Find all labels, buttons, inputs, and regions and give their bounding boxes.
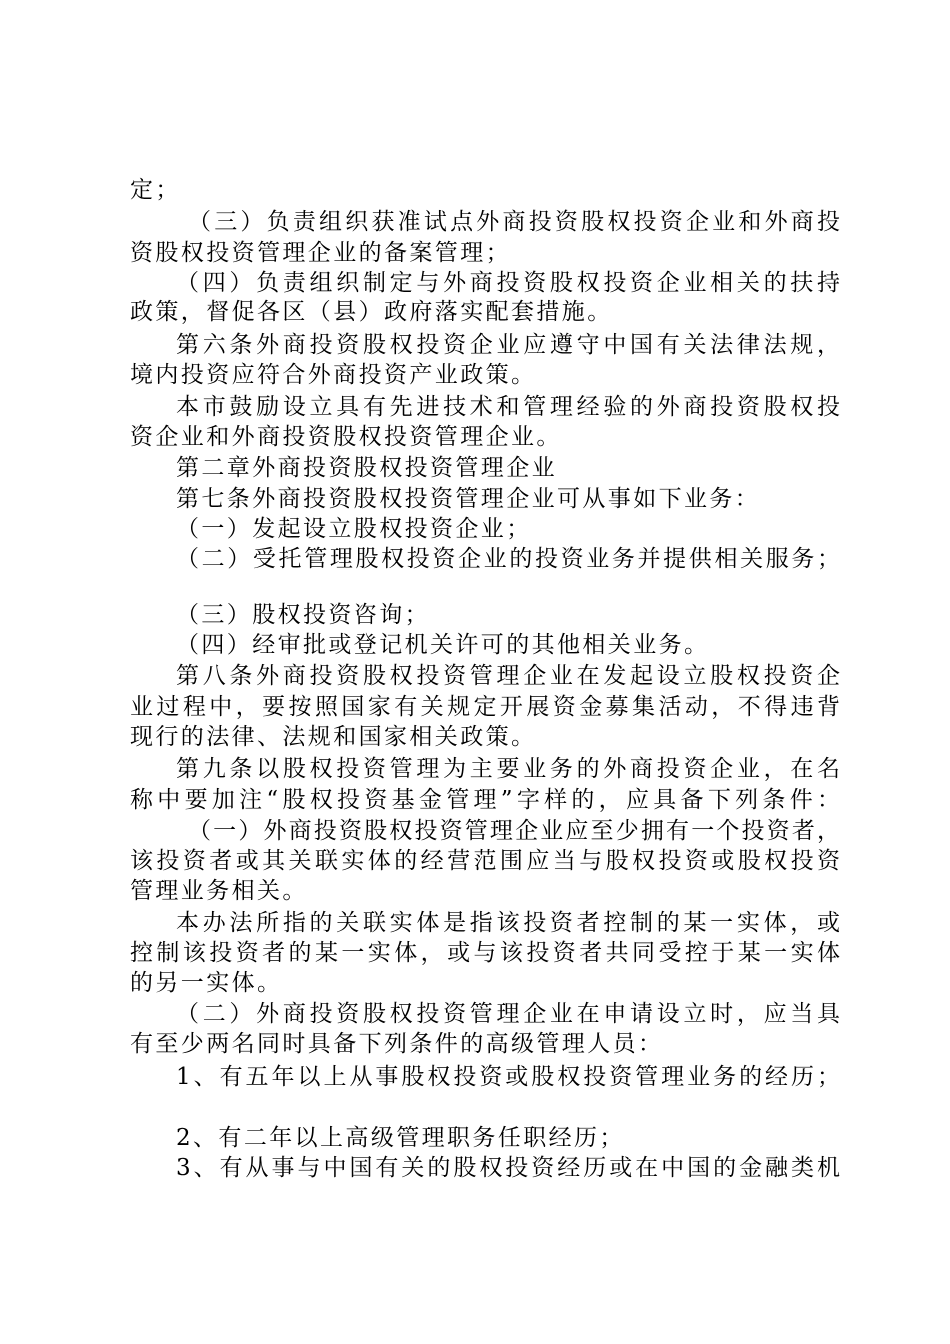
text-line: 称中要加注“股权投资基金管理”字样的，应具备下列条件： <box>130 787 840 813</box>
text-line: 资企业和外商投资股权投资管理企业。 <box>130 424 562 450</box>
text-line: （四）负责组织制定与外商投资股权投资企业相关的扶持 <box>176 270 840 296</box>
text-line: 该投资者或其关联实体的经营范围应当与股权投资或股权投资 <box>130 848 840 874</box>
text-line: 有至少两名同时具备下列条件的高级管理人员： <box>130 1031 664 1057</box>
text-line: 第六条外商投资股权投资企业应遵守中国有关法律法规， <box>176 332 840 358</box>
text-line: 定； <box>130 177 181 203</box>
text-line: 政策，督促各区（县）政府落实配套措施。 <box>130 299 613 325</box>
text-line: （二）外商投资股权投资管理企业在申请设立时，应当具 <box>176 1001 840 1027</box>
text-line: （二）受托管理股权投资企业的投资业务并提供相关服务； <box>176 546 840 572</box>
text-line: 业过程中，要按照国家有关规定开展资金募集活动，不得违背 <box>130 694 840 720</box>
chapter-heading: 第二章外商投资股权投资管理企业 <box>176 455 557 481</box>
text-line: （三）负责组织获准试点外商投资股权投资企业和外商投 <box>188 209 840 235</box>
text-line: （一）发起设立股权投资企业； <box>176 516 532 542</box>
text-line: （四）经审批或登记机关许可的其他相关业务。 <box>176 632 710 658</box>
text-line: 第九条以股权投资管理为主要业务的外商投资企业，在名 <box>176 756 840 782</box>
text-line: （一）外商投资股权投资管理企业应至少拥有一个投资者， <box>188 818 840 844</box>
text-line: 2、有二年以上高级管理职务任职经历； <box>176 1125 625 1151</box>
text-line: 第八条外商投资股权投资管理企业在发起设立股权投资企 <box>176 663 840 689</box>
text-line: 现行的法律、法规和国家相关政策。 <box>130 724 537 750</box>
text-line: 控制该投资者的某一实体，或与该投资者共同受控于某一实体 <box>130 940 840 966</box>
text-line: 第七条外商投资股权投资管理企业可从事如下业务： <box>176 486 761 512</box>
text-line: （三）股权投资咨询； <box>176 602 430 628</box>
text-line: 本办法所指的关联实体是指该投资者控制的某一实体，或 <box>176 910 840 936</box>
text-line: 1、有五年以上从事股权投资或股权投资管理业务的经历； <box>176 1064 840 1090</box>
text-line: 管理业务相关。 <box>130 878 308 904</box>
text-line: 的另一实体。 <box>130 970 283 996</box>
text-line: 资股权投资管理企业的备案管理； <box>130 240 511 266</box>
text-line: 境内投资应符合外商投资产业政策。 <box>130 362 537 388</box>
text-line: 本市鼓励设立具有先进技术和管理经验的外商投资股权投 <box>176 394 840 420</box>
text-line: 3、有从事与中国有关的股权投资经历或在中国的金融类机 <box>176 1155 840 1181</box>
